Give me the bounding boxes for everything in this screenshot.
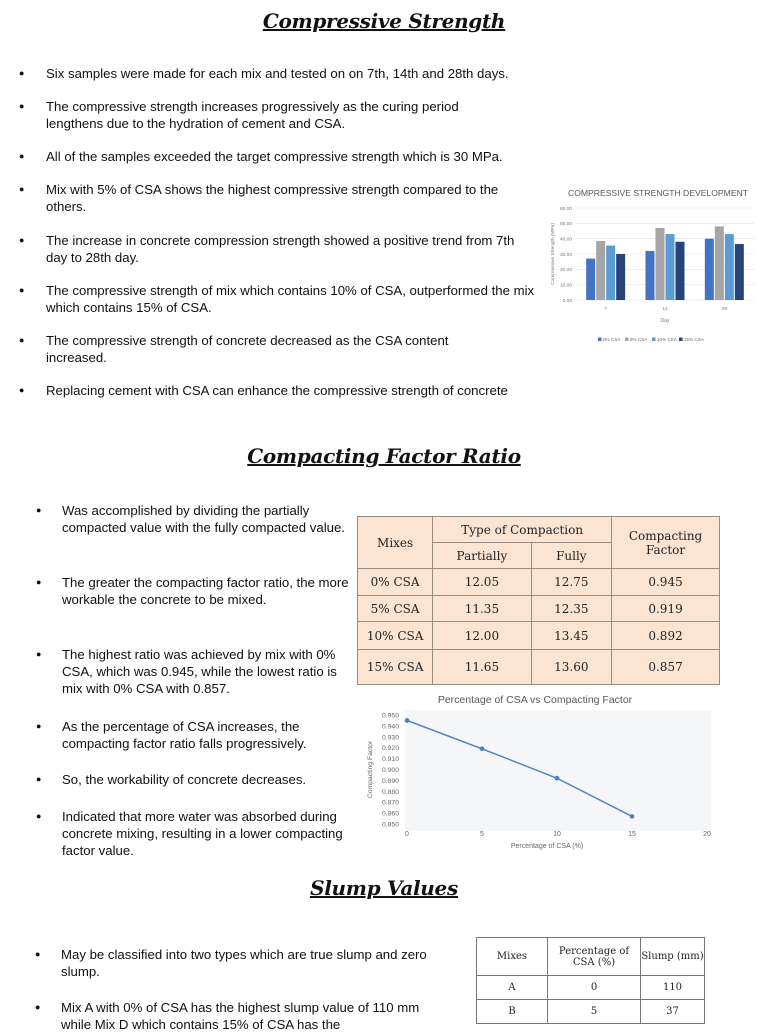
legend-swatch [652, 338, 656, 342]
y-tick-label: 60.00 [559, 206, 572, 212]
y-tick-label: 0.880 [381, 788, 399, 796]
bar [676, 242, 685, 300]
table-cell: 37 [641, 1000, 705, 1024]
legend-label: 0% CSA [603, 337, 621, 342]
chart-title: COMPRESSIVE STRENGTH DEVELOPMENT [567, 188, 749, 198]
table-row [358, 596, 720, 622]
y-tick-label: 20.00 [559, 268, 572, 274]
legend-label: 10% CSA [657, 337, 677, 342]
table-cell: B [477, 1000, 548, 1024]
legend-swatch [679, 338, 683, 342]
y-tick-label: 0.860 [381, 810, 399, 818]
y-tick-label: 30.00 [559, 252, 572, 258]
x-axis-label: Percentage of CSA (%) [510, 843, 584, 850]
chart-title: Percentage of CSA vs Compacting Factor [437, 694, 633, 706]
table-cell: 10% CSA [358, 622, 433, 650]
y-tick-label: 0.910 [381, 756, 399, 764]
list-item: ● The highest ratio was achieved by mix with 0% CSA, which was 0.945, while the lowest ratio is mix with 0% CSA with 0.857. [62, 646, 354, 697]
bar [725, 234, 734, 300]
table-header: Fully [531, 543, 612, 569]
list-item: ● As the percentage of CSA increases, the compacting factor ratio falls progressively. [62, 718, 347, 752]
compacting-title: Compacting Factor Ratio [247, 444, 521, 468]
list-item: ● Indicated that more water was absorbed during concrete mixing, resulting in a lower compacting factor value. [62, 808, 352, 859]
y-tick-label: 0.870 [381, 799, 399, 807]
table-row [358, 622, 720, 650]
table-cell: 12.75 [531, 569, 612, 596]
table-row [477, 1000, 705, 1024]
table-cell: 15% CSA [358, 650, 433, 685]
compacting-factor-table [357, 516, 720, 685]
table-row [358, 650, 720, 685]
bar [596, 241, 605, 300]
list-item: ● Replacing cement with CSA can enhance the compressive strength of concrete [46, 382, 546, 399]
table-cell: 12.35 [531, 596, 612, 622]
bar [606, 246, 615, 300]
table-cell: 110 [641, 976, 705, 1000]
y-tick-label: 10.00 [559, 283, 572, 289]
y-tick-label: 0.930 [381, 734, 399, 742]
list-item: ● Six samples were made for each mix and tested on on 7th, 14th and 28th days. [46, 65, 546, 82]
table-cell: 0.857 [612, 650, 720, 685]
data-point [480, 746, 485, 751]
x-tick-label: 20 [703, 831, 711, 838]
legend-label: 15% CSA [684, 337, 704, 342]
y-tick-label: 0.890 [381, 777, 399, 785]
y-tick-label: 40.00 [559, 237, 572, 243]
table-cell: A [477, 976, 548, 1000]
y-tick-label: 0.850 [381, 821, 399, 829]
legend-label: 5% CSA [630, 337, 648, 342]
table-cell: 0.945 [612, 569, 720, 596]
legend-swatch [625, 338, 629, 342]
table-cell: 12.00 [433, 622, 531, 650]
bar [735, 244, 744, 300]
bar [586, 259, 595, 300]
y-axis-label: Compressive Strength (MPa) [551, 223, 556, 285]
bar [656, 228, 665, 300]
table-cell: 5% CSA [358, 596, 433, 622]
y-tick-label: 0.950 [381, 712, 399, 720]
bar [646, 251, 655, 300]
table-header: Percentage of CSA (%) [548, 938, 641, 976]
list-item: ● The increase in concrete compression strength showed a positive trend from 7th day to 28th day. [46, 232, 531, 266]
data-point [405, 718, 410, 723]
table-cell: 11.65 [433, 650, 531, 685]
bar [616, 254, 625, 300]
table-cell: 13.60 [531, 650, 612, 685]
list-item: ● All of the samples exceeded the target compressive strength which is 30 MPa. [46, 148, 546, 165]
data-point [555, 776, 560, 781]
slump-table [476, 937, 705, 1024]
y-tick-label: 0.920 [381, 745, 399, 753]
table-cell: 12.05 [433, 569, 531, 596]
table-header: Mixes [358, 517, 433, 569]
list-item: ● Mix with 5% of CSA shows the highest compressive strength compared to the others. [46, 181, 531, 215]
table-cell: 13.45 [531, 622, 612, 650]
slump-title: Slump Values [310, 876, 458, 900]
table-cell: 5 [548, 1000, 641, 1024]
compacting-factor-chart [357, 690, 720, 852]
y-tick-label: 0.940 [381, 723, 399, 731]
table-cell: 0% CSA [358, 569, 433, 596]
table-header: Slump (mm) [641, 938, 705, 976]
data-point [630, 814, 635, 819]
list-item: ● May be classified into two types which are true slump and zero slump. [61, 946, 431, 980]
table-cell: 0.892 [612, 622, 720, 650]
table-header: Type of Compaction [433, 517, 612, 543]
y-tick-label: 50.00 [559, 222, 572, 228]
compressive-title: Compressive Strength [262, 9, 506, 33]
table-row [358, 569, 720, 596]
list-item: ● So, the workability of concrete decreases. [62, 771, 347, 788]
bar [705, 239, 714, 300]
y-tick-label: 0.900 [381, 767, 399, 774]
plot-area [405, 710, 711, 831]
list-item: ● The greater the compacting factor ratio, the more workable the concrete to be mixed. [62, 574, 352, 608]
x-tick-label: 28 [721, 307, 728, 312]
table-cell: 11.35 [433, 596, 531, 622]
table-cell: 0 [548, 976, 641, 1000]
list-item: ● The compressive strength of mix which contains 10% of CSA, outperformed the mix which contains 15% of CSA. [46, 282, 538, 316]
compressive-strength-chart [540, 180, 760, 352]
bar [715, 226, 724, 300]
x-tick-label: 15 [628, 831, 636, 838]
y-tick-label: 0.00 [562, 298, 572, 304]
list-item: ● Mix A with 0% of CSA has the highest slump value of 110 mm while Mix D which contains 15% of CSA has the [61, 999, 451, 1033]
x-axis-label: Day [660, 318, 670, 324]
x-tick-label: 7 [604, 307, 608, 312]
legend-swatch [598, 338, 602, 342]
x-tick-label: 10 [553, 831, 561, 838]
table-cell: 0.919 [612, 596, 720, 622]
list-item: ● The compressive strength of concrete decreased as the CSA content increased. [46, 332, 491, 366]
x-tick-label: 5 [480, 831, 484, 838]
bar [666, 234, 675, 300]
y-axis-label: Compacting Factor [367, 740, 374, 799]
table-header: Partially [433, 543, 531, 569]
list-item: ● The compressive strength increases progressively as the curing period lengthens due to the hydration of cement and CSA. [46, 98, 501, 132]
table-header: Mixes [477, 938, 548, 976]
table-row [477, 976, 705, 1000]
list-item: ● Was accomplished by dividing the partially compacted value with the fully compacted value. [62, 502, 347, 536]
table-header: Compacting Factor [612, 517, 720, 569]
x-tick-label: 14 [662, 307, 668, 312]
x-tick-label: 0 [405, 831, 409, 838]
